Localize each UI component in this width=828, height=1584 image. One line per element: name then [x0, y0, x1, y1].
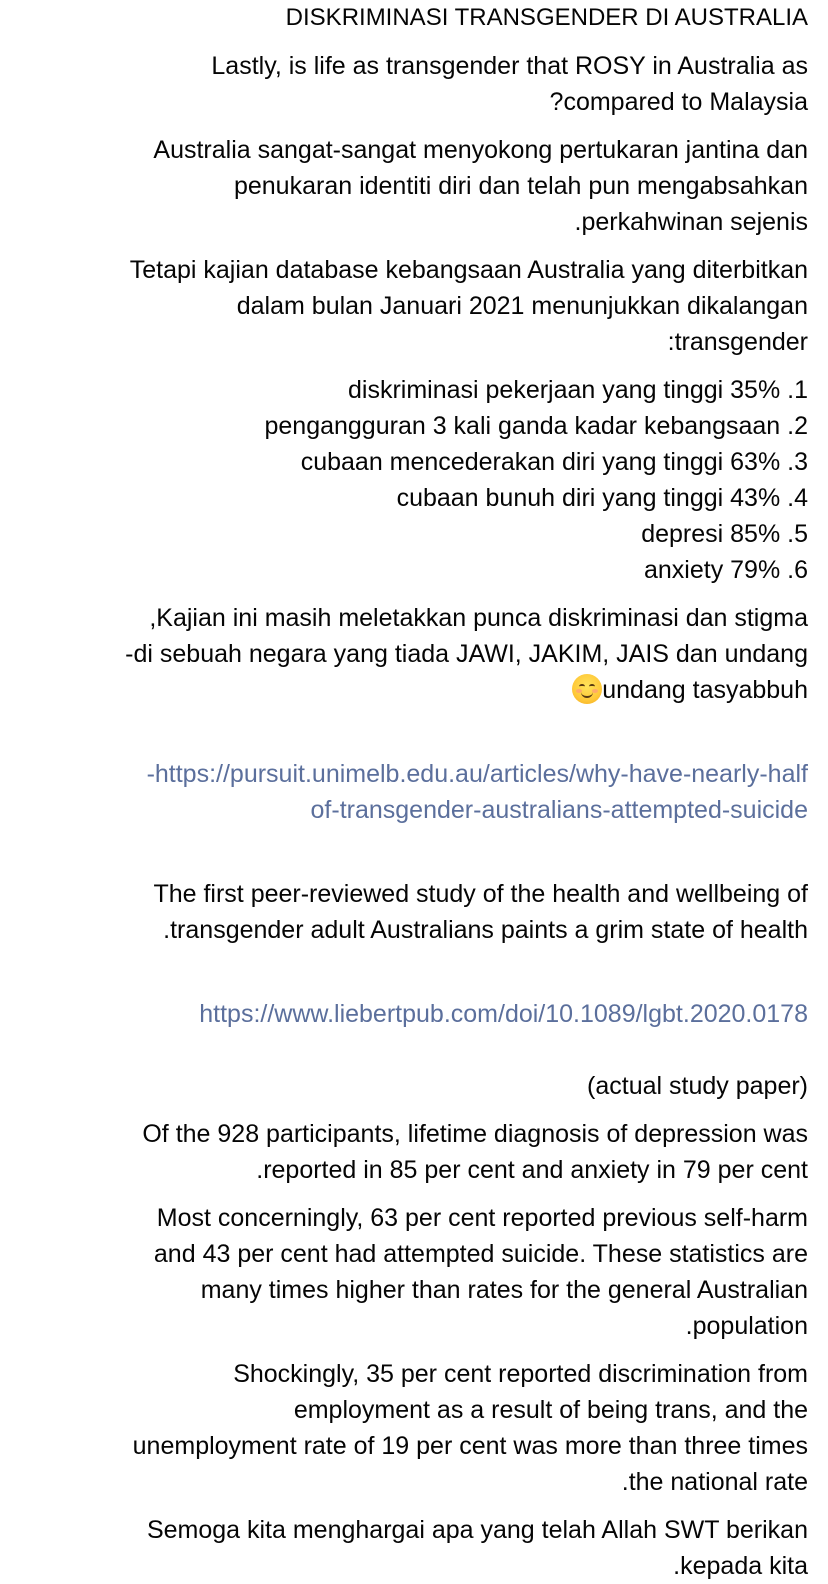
- paragraph-first-study: The first peer-reviewed study of the health and wellbeing of transgender adult Australians paints a grim state of health.: [153, 880, 808, 944]
- list-item: 1. diskriminasi pekerjaan yang tinggi 35%: [348, 376, 808, 404]
- list-item: 2. pengangguran 3 kali ganda kadar kebangsaan: [264, 412, 808, 440]
- paragraph-stigma: [18, 600, 808, 708]
- smiling-face-icon: [572, 674, 602, 704]
- list-item: 4. cubaan bunuh diri yang tinggi 43%: [396, 484, 808, 512]
- paragraph-support: Australia sangat-sangat menyokong pertukaran jantina dan penukaran identiti diri dan telah pun mengabsahkan perkahwinan sejenis.: [153, 136, 808, 236]
- paragraph-closing: Semoga kita menghargai apa yang telah Allah SWT berikan kepada kita.: [146, 1516, 808, 1580]
- unimelb-article-link[interactable]: https://pursuit.unimelb.edu.au/articles/why-have-nearly-half- of-transgender-australians-attempted-suicide: [146, 760, 808, 824]
- paragraph-stigma-text: Kajian ini masih meletakkan punca diskriminasi dan stigma, di sebuah negara yang tiada JAWI, JAKIM, JAIS dan undang- undang tasyabbuh: [125, 604, 808, 704]
- list-item: 5. depresi 85%: [641, 520, 808, 548]
- link-block-1: [18, 720, 808, 864]
- link-block-2: [18, 960, 808, 1104]
- paragraph-shocking: Shockingly, 35 per cent reported discrimination from employment as a result of being trans, and the unemployment rate of 19 per cent was more than three times the national rate.: [132, 1360, 808, 1496]
- post-title: DISKRIMINASI TRANSGENDER DI AUSTRALIA: [285, 4, 808, 31]
- statistics-list: [18, 372, 808, 588]
- list-item: 3. cubaan mencederakan diri yang tinggi 63%: [300, 448, 808, 476]
- study-paper-note: (actual study paper): [587, 1072, 808, 1100]
- paragraph-study: Tetapi kajian database kebangsaan Australia yang diterbitkan dalam bulan Januari 2021 menunjukkan dikalangan transgender:: [129, 256, 808, 356]
- paragraph-intro: Lastly, is life as transgender that ROSY in Australia as compared to Malaysia?: [211, 52, 808, 116]
- list-item: 6. anxiety 79%: [643, 556, 808, 584]
- paragraph-concerning: Most concerningly, 63 per cent reported previous self-harm and 43 per cent had attempted suicide. These statistics are many times higher than rates for the general Australian population.: [153, 1204, 808, 1340]
- paragraph-participants: Of the 928 participants, lifetime diagnosis of depression was reported in 85 per cent and anxiety in 79 per cent.: [142, 1120, 808, 1184]
- liebertpub-study-link[interactable]: https://www.liebertpub.com/doi/10.1089/lgbt.2020.0178: [199, 1000, 808, 1028]
